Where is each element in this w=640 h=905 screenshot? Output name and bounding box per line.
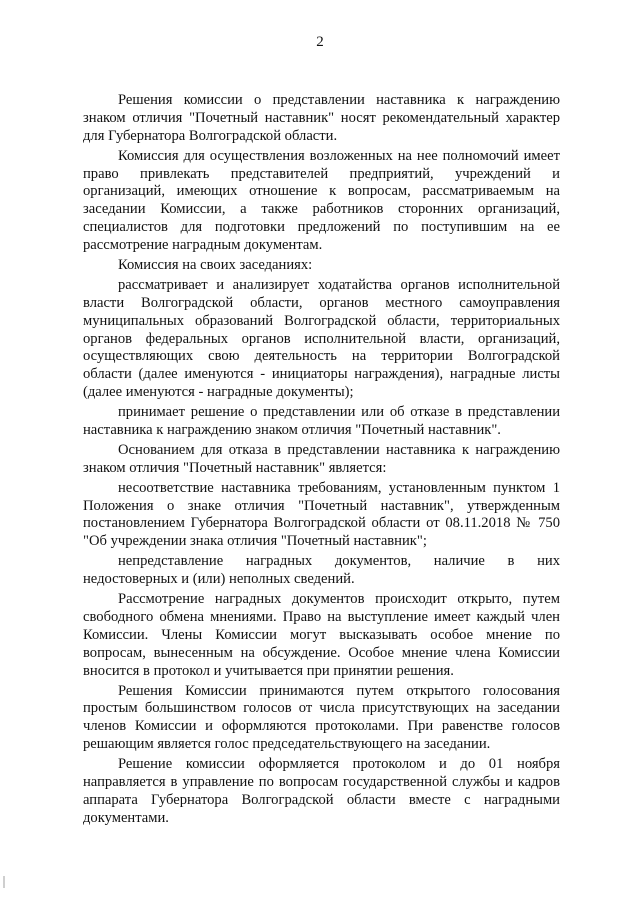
text-line: документами. [83, 809, 169, 826]
text-line: недостоверных и (или) неполных сведений. [83, 571, 355, 588]
text-line: принимает решение о представлении или об отказе в представлении [118, 404, 560, 421]
text-line: Рассмотрение наградных документов происходит открыто, путем [118, 591, 560, 608]
paragraph [83, 480, 560, 552]
paragraph [83, 277, 560, 402]
paragraph [83, 257, 560, 275]
text-line: заседании Комиссии, а также работников сторонних организаций, [83, 201, 560, 218]
text-line: непредставление наградных документов, наличие в них [118, 553, 560, 570]
text-line: Решения Комиссии принимаются путем открытого голосования [118, 682, 560, 699]
paragraph [83, 92, 560, 146]
paragraph [83, 553, 560, 589]
document-body [83, 92, 560, 830]
text-line: рассматривает и анализирует ходатайства органов исполнительной [118, 276, 560, 293]
scan-edge-mark [3, 876, 5, 888]
text-line: (далее именуются - наградные документы); [83, 384, 354, 401]
text-line: Основанием для отказа в представлении наставника к награждению [118, 441, 560, 458]
paragraph [83, 404, 560, 440]
text-line: решающим является голос председательствующего на заседании. [83, 736, 491, 753]
text-line: Комиссии. Члены Комиссии могут высказывать особое мнение по [83, 626, 560, 643]
text-line: постановлением Губернатора Волгоградской области от 08.11.2018 № 750 [83, 515, 560, 532]
text-line: "Об учреждении знака отличия "Почетный наставник"; [83, 533, 427, 550]
text-line: организаций, имеющих отношение к вопросам, рассматриваемым на [83, 183, 560, 200]
text-line: рассмотрение наградным документам. [83, 237, 323, 254]
paragraph [83, 591, 560, 680]
text-line: области (далее именуются - инициаторы награждения), наградные листы [83, 366, 560, 383]
text-line: вносится в протокол и учитывается при принятии решения. [83, 662, 454, 679]
text-line: несоответствие наставника требованиям, установленным пунктом 1 [118, 479, 560, 496]
text-line: членов Комиссии и оформляются протоколами. При равенстве голосов [83, 718, 560, 735]
text-line: наставника к награждению знаком отличия "Почетный наставник". [83, 422, 501, 439]
text-line: аппарата Губернатора Волгоградской области вместе с наградными [83, 791, 560, 808]
text-line: право привлекать представителей предприятий, учреждений и [83, 165, 560, 182]
text-line: органов федеральных органов исполнительной власти, организаций, [83, 330, 560, 347]
text-line: Положения о знаке отличия "Почетный наставник", утвержденным [83, 497, 560, 514]
page-number: 2 [316, 34, 324, 50]
paragraph [83, 148, 560, 255]
paragraph [83, 442, 560, 478]
text-line: Решение комиссии оформляется протоколом и до 01 ноября [118, 756, 560, 773]
text-line: знаком отличия "Почетный наставник" является: [83, 459, 387, 476]
text-line: осуществляющих свою деятельность на территории Волгоградской [83, 348, 560, 365]
text-line: власти Волгоградской области, органов местного самоуправления [83, 294, 560, 311]
text-line: для Губернатора Волгоградской области. [83, 127, 338, 144]
paragraph [83, 683, 560, 755]
text-line: направляется в управление по вопросам государственной службы и кадров [83, 773, 560, 790]
text-line: простым большинством голосов от числа присутствующих на заседании [83, 700, 560, 717]
text-line: знаком отличия "Почетный наставник" носят рекомендательный характер [83, 109, 560, 126]
text-line: Комиссия на своих заседаниях: [118, 257, 313, 274]
text-line: муниципальных образований Волгоградской области, территориальных [83, 312, 560, 329]
text-line: специалистов для подготовки предложений по поступившим на ее [83, 219, 560, 236]
text-line: вопросам, вынесенным на обсуждение. Особое мнение члена Комиссии [83, 644, 560, 661]
text-line: Решения комиссии о представлении наставника к награждению [118, 92, 560, 108]
text-line: Комиссия для осуществления возложенных на нее полномочий имеет [118, 147, 560, 164]
paragraph [83, 756, 560, 828]
text-line: свободного обмена мнениями. Право на выступление имеет каждый член [83, 608, 560, 625]
